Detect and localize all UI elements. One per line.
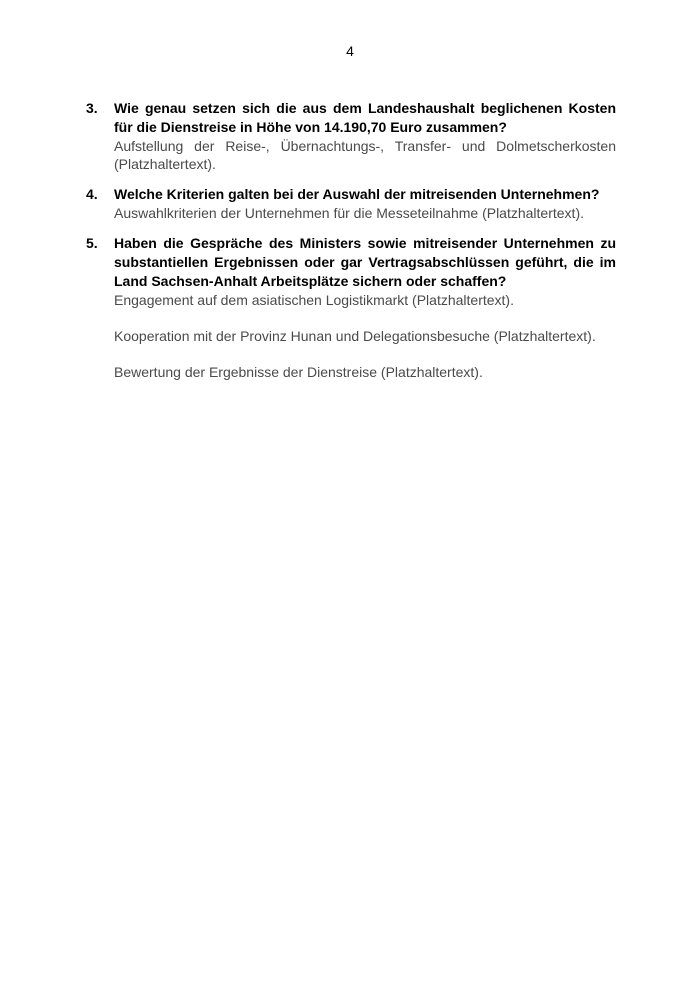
question-heading bbox=[86, 185, 616, 204]
question-text: Wie genau setzen sich die aus dem Landeshaushalt beglichenen Kosten für die Dienstreise in Höhe von 14.190,70 Euro zusammen? bbox=[114, 100, 616, 135]
answer-paragraph: Kooperation mit der Provinz Hunan und Delegationsbesuche (Platzhaltertext). bbox=[114, 328, 596, 344]
answer bbox=[114, 137, 616, 173]
question-text: Welche Kriterien galten bei der Auswahl der mitreisenden Unternehmen? bbox=[114, 186, 600, 202]
answer-paragraph: Aufstellung der Reise-, Übernachtungs-, Transfer- und Dolmetscherkosten (Platzhaltertext). bbox=[114, 138, 616, 172]
question-heading bbox=[86, 234, 616, 291]
question-number: 3. bbox=[86, 100, 98, 116]
question-heading bbox=[86, 99, 616, 137]
question-4 bbox=[86, 185, 616, 222]
answer bbox=[114, 204, 616, 222]
question-text: Haben die Gespräche des Ministers sowie mitreisender Unternehmen zu substantiellen Ergebnissen oder gar Vertragsabschlüssen geführt, die im Land Sachsen-Anhalt Arbeitsplätze sichern oder schaffen? bbox=[114, 235, 616, 289]
page-number: 4 bbox=[346, 43, 354, 59]
answer-paragraph: Engagement auf dem asiatischen Logistikmarkt (Platzhaltertext). bbox=[114, 292, 514, 308]
document-body bbox=[86, 99, 616, 393]
answer-paragraph: Bewertung der Ergebnisse der Dienstreise (Platzhaltertext). bbox=[114, 364, 483, 380]
answer bbox=[114, 291, 616, 381]
question-number: 4. bbox=[86, 186, 98, 202]
question-number: 5. bbox=[86, 235, 98, 251]
question-3 bbox=[86, 99, 616, 173]
answer-paragraph: Auswahlkriterien der Unternehmen für die Messeteilnahme (Platzhaltertext). bbox=[114, 205, 584, 221]
question-5 bbox=[86, 234, 616, 381]
